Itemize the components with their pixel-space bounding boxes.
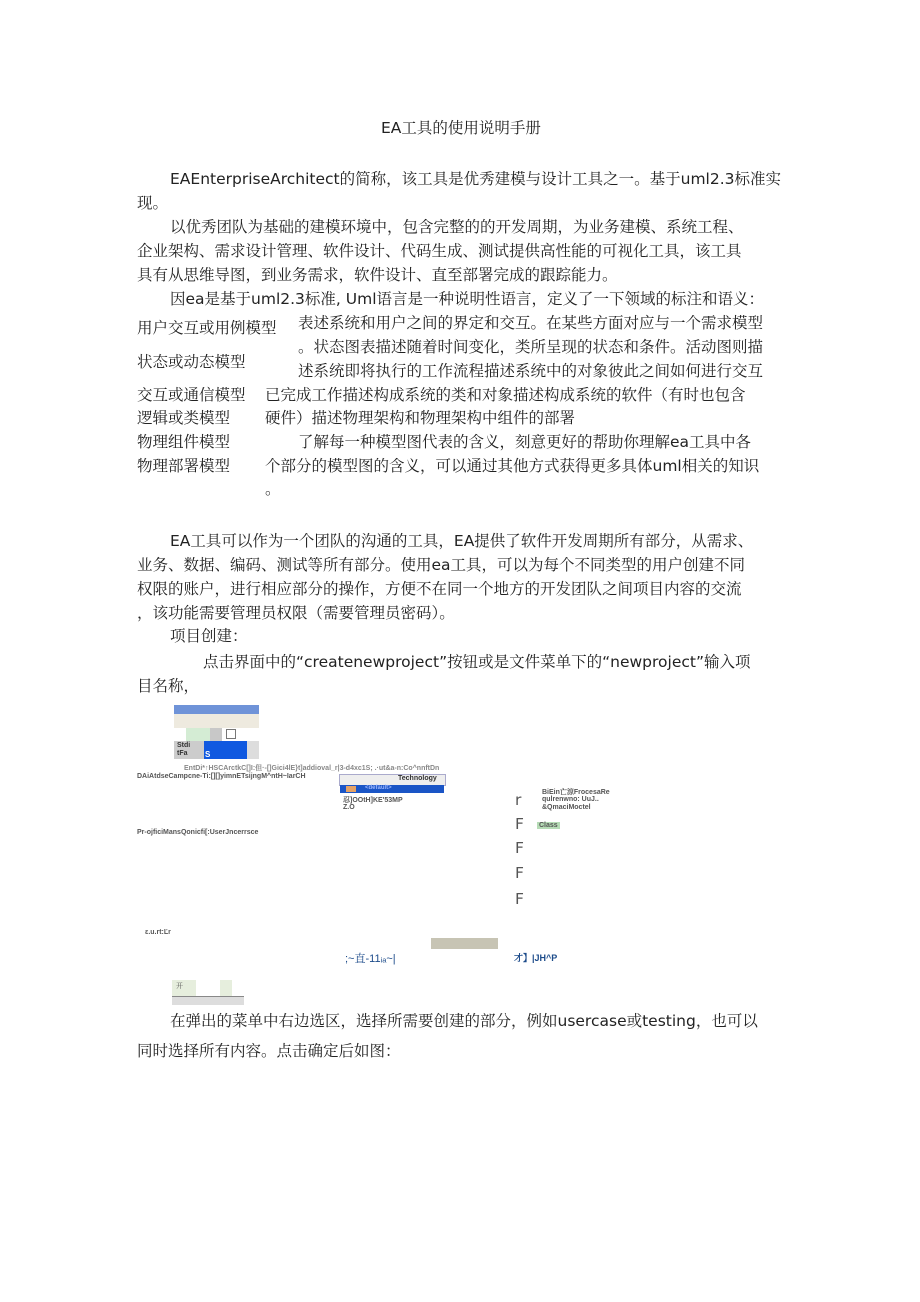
section-heading: 项目创建： [170, 627, 248, 645]
figure-caption: Pr-ojficiMansQonicfi[:UserJncerrsce [137, 829, 259, 836]
paragraph-line: 具有从思维导图，到业务需求，软件设计、直至部署完成的跟踪能力。 [137, 266, 618, 284]
panel-label: tFa [177, 750, 188, 757]
paragraph-line: 同时选择所有内容。点击确定后如图： [137, 1042, 401, 1060]
model-label: 交互或通信模型 [137, 386, 246, 404]
figure-text: BiEin亡涼FrocesaRe [542, 789, 610, 796]
window-icon [226, 729, 236, 739]
paragraph-line: 现。 [137, 194, 169, 212]
thumbnail-bar [172, 996, 244, 1005]
thumbnail-cell [220, 980, 232, 997]
panel-label: Stdi [177, 742, 191, 749]
toolbar-cell [210, 728, 222, 741]
progress-strip [431, 938, 498, 949]
paragraph-line: 在弹出的菜单中右边选区，选择所需要创建的部分，例如usercase或testing，也可以 [170, 1012, 758, 1030]
figure-text: qulrenwno: UuJ.. [542, 796, 599, 803]
paragraph-line: 点击界面中的“createnewproject”按钮或是文件菜单下的“newproject”输入项 [203, 653, 751, 671]
class-tag: Class [539, 822, 558, 829]
paragraph-line: EA工具可以作为一个团队的沟通的工具，EA提供了软件开发周期所有部分，从需求、 [170, 532, 754, 550]
paragraph-line: ，该功能需要管理员权限（需要管理员密码）。 [137, 604, 455, 622]
tree-glyph: r [515, 791, 522, 809]
figure-text: 忍]OOtH]KE'53MP [343, 797, 403, 804]
model-description-line: 。状态图表描述随着时间变化，类所呈现的状态和条件。活动图则描 [298, 338, 764, 356]
toolbar [174, 714, 259, 728]
paragraph-line: 目名称， [137, 677, 200, 695]
model-description-line: 。 [265, 480, 281, 498]
model-label: 状态或动态模型 [137, 353, 246, 371]
figure-text: Z.O [343, 804, 355, 811]
toolbar-item-label: S [205, 750, 211, 759]
figure-link-text: ;~直-11ᵢₐ~| [345, 953, 396, 965]
model-description-line: 已完成工作描述构成系统的类和对象描述构成系统的软件（有时也包含 [265, 386, 746, 404]
model-label: 用户交互或用例模型 [137, 319, 277, 337]
toolbar-cell [186, 728, 210, 741]
model-description-line: 硬件）描述物理架构和物理架构中组件的部署 [265, 409, 576, 427]
document-title: EA工具的使用说明手册 [381, 119, 541, 137]
selected-toolbar-item[interactable] [204, 741, 247, 759]
figure-text: &QmaciMoctel [542, 804, 591, 811]
paragraph-line: 权限的账户，进行相应部分的操作，方便不在同一个地方的开发团队之间项目内容的交流 [137, 580, 742, 598]
paragraph-line: 以优秀团队为基础的建模环境中，包含完整的的开发周期，为业务建模、系统工程、 [170, 218, 744, 236]
thumbnail-label: 开 [176, 983, 183, 990]
figure-link-text: 才】|JH^P [514, 953, 558, 963]
paragraph-line: 业务、数据、编码、测试等所有部分。使用ea工具，可以为每个不同类型的用户创建不同 [137, 556, 746, 574]
model-description-line: 了解每一种模型图代表的含义，刻意更好的帮助你理解ea工具中各 [298, 433, 752, 451]
model-label: 逻辑或类模型 [137, 409, 231, 427]
technology-label: Technology [398, 775, 437, 782]
tree-glyph: F [515, 890, 524, 908]
default-item-label: <default> [365, 785, 392, 791]
side-panel [247, 741, 259, 759]
model-label: 物理部署模型 [137, 457, 231, 475]
title-bar [174, 705, 259, 714]
paragraph-line: EAEnterpriseArchitect的简称，该工具是优秀建模与设计工具之一。基于uml2.3标准实 [170, 170, 782, 188]
figure-caption: EntDi*↑HSCArctkC[]I:但·-[]Gici4lE}t]addioval_r|3-d4xc1S; .·ut&a-n:Co^nnftDn [184, 765, 440, 772]
paragraph-line: 因ea是基于uml2.3标准, Uml语言是一种说明性语言，定义了一下领域的标注和语义： [170, 290, 765, 308]
tree-glyph: F [515, 839, 524, 857]
folder-icon [346, 786, 356, 792]
tree-glyph: F [515, 864, 524, 882]
figure-caption: DAiAtdseCampcne-Ti:[][]yimnETsijngM^ntH~IarCH [137, 773, 306, 780]
tree-glyph: F [515, 815, 524, 833]
model-description-line: 个部分的模型图的含义，可以通过其他方式获得更多具体uml相关的知识 [265, 457, 760, 475]
model-description-line: 表述系统和用户之间的界定和交互。在某些方面对应与一个需求模型 [298, 314, 764, 332]
model-description-line: 述系统即将执行的工作流程描述系统中的对象彼此之间如何进行交互 [298, 362, 764, 380]
figure-caption: ε.u.rt:Ľr [145, 929, 171, 936]
model-label: 物理组件模型 [137, 433, 231, 451]
paragraph-line: 企业架构、需求设计管理、软件设计、代码生成、测试提供高性能的可视化工具，该工具 [137, 242, 742, 260]
